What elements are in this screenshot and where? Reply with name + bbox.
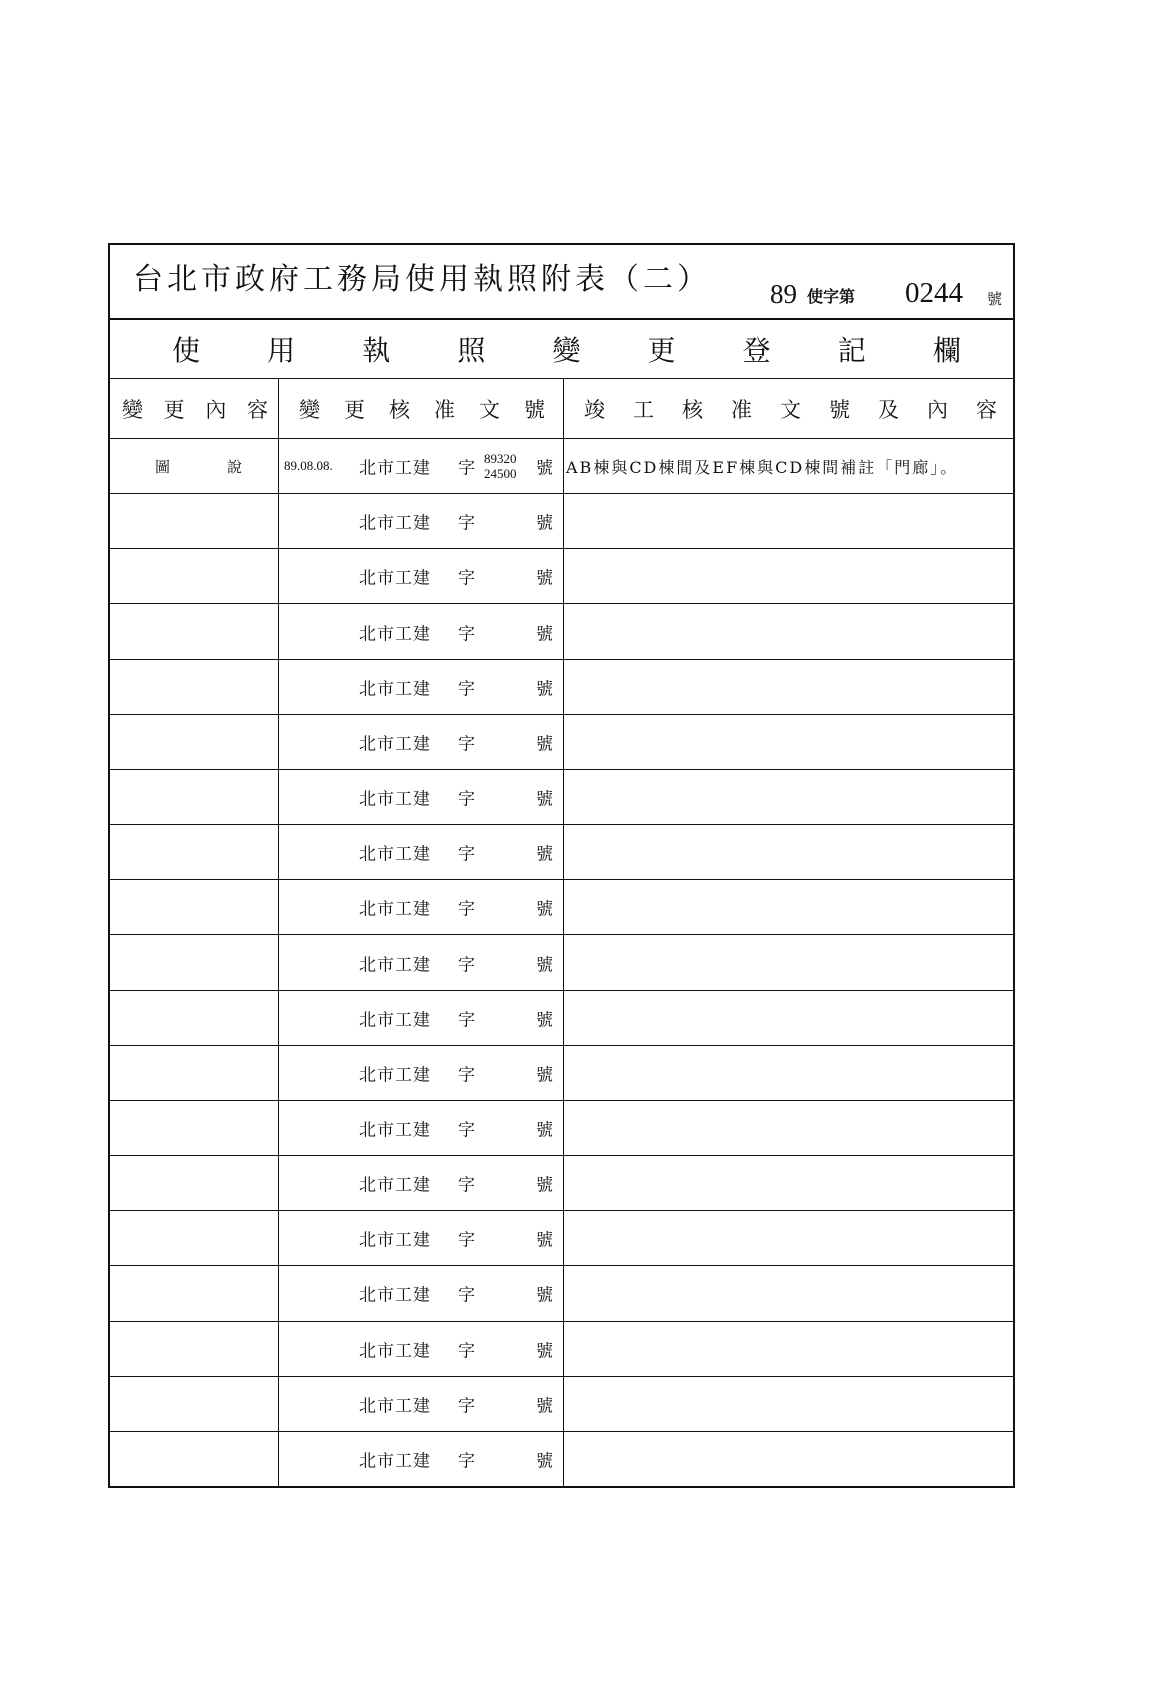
change-content — [110, 1377, 278, 1431]
completion-cell — [563, 1211, 1013, 1265]
change-content — [110, 1156, 278, 1210]
table-row — [110, 934, 1013, 989]
column-header-completion-approval — [563, 379, 1013, 438]
glyph: 號 — [829, 397, 850, 422]
change-content — [110, 1322, 278, 1376]
change-content — [110, 991, 278, 1045]
glyph: 更 — [344, 397, 365, 422]
approval-zi: 字 — [458, 1341, 475, 1362]
change-content — [110, 935, 278, 989]
glyph: 文 — [479, 397, 500, 422]
completion-cell — [563, 935, 1013, 989]
glyph: 內 — [205, 397, 227, 422]
form-table — [108, 243, 1015, 1488]
glyph: 執 — [362, 334, 391, 367]
change-content-cell — [110, 660, 278, 714]
approval-office: 北市工建 — [359, 1065, 431, 1086]
completion-cell — [563, 1101, 1013, 1155]
glyph: 變 — [122, 397, 143, 422]
approval-hao: 號 — [536, 1451, 553, 1472]
title-row — [110, 245, 1013, 318]
change-content — [110, 1211, 278, 1265]
completion-cell — [563, 1377, 1013, 1431]
table-row — [110, 548, 1013, 603]
approval-hao: 號 — [536, 1065, 553, 1086]
approval-office: 北市工建 — [359, 844, 431, 865]
approval-no-cell — [278, 549, 563, 603]
approval-hao: 號 — [536, 458, 553, 479]
column-header-change-content — [110, 379, 278, 438]
change-content — [110, 770, 278, 824]
completion-cell — [563, 439, 1013, 493]
approval-office: 北市工建 — [359, 679, 431, 700]
glyph: 及 — [878, 397, 899, 422]
approval-office: 北市工建 — [359, 899, 431, 920]
change-content-cell — [110, 991, 278, 1045]
table-row — [110, 879, 1013, 934]
glyph: 欄 — [932, 334, 961, 367]
form-title: 台北市政府工務局使用執照附表（二） — [133, 262, 711, 297]
change-content-cell — [110, 1046, 278, 1100]
approval-hao: 號 — [536, 1010, 553, 1031]
change-content-cell — [110, 1377, 278, 1431]
glyph: 容 — [246, 397, 268, 422]
completion-cell — [563, 1322, 1013, 1376]
approval-no-cell — [278, 439, 563, 493]
change-content-cell — [110, 880, 278, 934]
change-content — [110, 1101, 278, 1155]
approval-zi: 字 — [458, 1451, 475, 1472]
approval-hao: 號 — [536, 1341, 553, 1362]
glyph: 內 — [927, 397, 948, 422]
approval-no-cell — [278, 1322, 563, 1376]
approval-office: 北市工建 — [359, 458, 431, 479]
column-header-label — [110, 379, 278, 438]
approval-hao: 號 — [536, 568, 553, 589]
change-content — [110, 880, 278, 934]
approval-number — [484, 451, 517, 481]
change-content — [110, 604, 278, 658]
table-row — [110, 1376, 1013, 1431]
table-row — [110, 1210, 1013, 1265]
completion-cell — [563, 880, 1013, 934]
change-content-cell — [110, 549, 278, 603]
approval-number-top: 89320 — [484, 451, 517, 467]
glyph: 使 — [172, 334, 201, 367]
change-content-cell — [110, 1432, 278, 1486]
completion-cell — [563, 494, 1013, 548]
approval-date: 89.08.08. — [284, 458, 333, 474]
change-content-cell — [110, 439, 278, 493]
approval-zi: 字 — [458, 458, 475, 479]
approval-hao: 號 — [536, 1285, 553, 1306]
approval-hao: 號 — [536, 1396, 553, 1417]
glyph: 工 — [633, 397, 654, 422]
table-row — [110, 1155, 1013, 1210]
change-content-cell — [110, 935, 278, 989]
table-row — [110, 1100, 1013, 1155]
change-content-cell — [110, 494, 278, 548]
approval-no-cell — [278, 1211, 563, 1265]
approval-no-cell — [278, 1046, 563, 1100]
table-row — [110, 769, 1013, 824]
approval-hao: 號 — [536, 513, 553, 534]
glyph: 文 — [780, 397, 801, 422]
change-content — [110, 660, 278, 714]
column-header-label — [279, 379, 563, 438]
approval-no-cell — [278, 1101, 563, 1155]
glyph: 准 — [731, 397, 752, 422]
completion-cell — [563, 549, 1013, 603]
change-content — [110, 1046, 278, 1100]
approval-hao: 號 — [536, 1230, 553, 1251]
column-header-change-approval-no — [278, 379, 563, 438]
approval-zi: 字 — [458, 513, 475, 534]
glyph: 竣 — [584, 397, 605, 422]
approval-office: 北市工建 — [359, 1230, 431, 1251]
change-content-cell — [110, 825, 278, 879]
glyph: 照 — [457, 334, 486, 367]
approval-number-bottom: 24500 — [484, 466, 517, 482]
approval-no-cell — [278, 1377, 563, 1431]
approval-office: 北市工建 — [359, 789, 431, 810]
glyph: 變 — [552, 334, 581, 367]
approval-no-cell — [278, 494, 563, 548]
completion-cell — [563, 660, 1013, 714]
table-row — [110, 1431, 1013, 1486]
approval-office: 北市工建 — [359, 734, 431, 755]
change-content — [110, 494, 278, 548]
table-row — [110, 493, 1013, 548]
change-content-cell — [110, 1156, 278, 1210]
glyph: 准 — [434, 397, 455, 422]
approval-office: 北市工建 — [359, 568, 431, 589]
glyph: 記 — [837, 334, 866, 367]
table-row — [110, 603, 1013, 658]
completion-cell — [563, 604, 1013, 658]
license-suffix: 號 — [987, 290, 1003, 308]
approval-hao: 號 — [536, 1120, 553, 1141]
glyph: 用 — [267, 334, 296, 367]
change-content — [110, 549, 278, 603]
change-content-cell — [110, 1211, 278, 1265]
approval-no-cell — [278, 991, 563, 1045]
completion-cell — [563, 1046, 1013, 1100]
approval-office: 北市工建 — [359, 513, 431, 534]
approval-zi: 字 — [458, 844, 475, 865]
change-content-cell — [110, 1322, 278, 1376]
completion-cell — [563, 715, 1013, 769]
completion-cell — [563, 1156, 1013, 1210]
change-content — [110, 1266, 278, 1320]
approval-zi: 字 — [458, 1230, 475, 1251]
approval-zi: 字 — [458, 734, 475, 755]
approval-zi: 字 — [458, 955, 475, 976]
approval-zi: 字 — [458, 679, 475, 700]
approval-zi: 字 — [458, 568, 475, 589]
glyph: 變 — [299, 397, 320, 422]
change-content-cell — [110, 1101, 278, 1155]
change-content — [110, 715, 278, 769]
table-row — [110, 824, 1013, 879]
approval-zi: 字 — [458, 899, 475, 920]
approval-zi: 字 — [458, 624, 475, 645]
approval-office: 北市工建 — [359, 1451, 431, 1472]
change-content-cell — [110, 604, 278, 658]
license-type: 使字第 — [807, 287, 856, 306]
glyph: 核 — [389, 397, 410, 422]
approval-no-cell — [278, 935, 563, 989]
change-content-cell — [110, 715, 278, 769]
approval-hao: 號 — [536, 679, 553, 700]
table-row — [110, 714, 1013, 769]
approval-office: 北市工建 — [359, 1120, 431, 1141]
approval-zi: 字 — [458, 1065, 475, 1086]
approval-hao: 號 — [536, 624, 553, 645]
table-row — [110, 1265, 1013, 1320]
license-serial: 0244 — [905, 277, 963, 309]
approval-zi: 字 — [458, 789, 475, 810]
column-header-label — [564, 379, 1013, 438]
approval-office: 北市工建 — [359, 1285, 431, 1306]
completion-cell — [563, 1432, 1013, 1486]
completion-text: AB棟與CD棟間及EF棟與CD棟間補註「門廊」。 — [566, 457, 959, 477]
approval-office: 北市工建 — [359, 955, 431, 976]
section-row — [110, 318, 1013, 378]
approval-office: 北市工建 — [359, 1341, 431, 1362]
approval-hao: 號 — [536, 734, 553, 755]
glyph: 號 — [524, 397, 545, 422]
glyph: 圖 — [155, 457, 171, 476]
change-content — [110, 1432, 278, 1486]
table-row — [110, 438, 1013, 493]
approval-zi: 字 — [458, 1175, 475, 1196]
glyph: 說 — [226, 457, 242, 476]
approval-no-cell — [278, 1156, 563, 1210]
glyph: 更 — [647, 334, 676, 367]
approval-no-cell — [278, 1432, 563, 1486]
glyph: 核 — [682, 397, 703, 422]
approval-no-cell — [278, 1266, 563, 1320]
glyph: 容 — [976, 397, 997, 422]
approval-zi: 字 — [458, 1396, 475, 1417]
license-year: 89 — [770, 279, 797, 309]
approval-hao: 號 — [536, 844, 553, 865]
approval-no-cell — [278, 880, 563, 934]
completion-cell — [563, 1266, 1013, 1320]
approval-hao: 號 — [536, 789, 553, 810]
table-row — [110, 990, 1013, 1045]
approval-no-cell — [278, 660, 563, 714]
approval-no-cell — [278, 770, 563, 824]
glyph: 更 — [163, 397, 185, 422]
approval-office: 北市工建 — [359, 624, 431, 645]
table-row — [110, 1321, 1013, 1376]
approval-office: 北市工建 — [359, 1396, 431, 1417]
glyph: 登 — [742, 334, 771, 367]
approval-no-cell — [278, 715, 563, 769]
column-header-row — [110, 378, 1013, 438]
change-content-cell — [110, 1266, 278, 1320]
change-content — [110, 439, 278, 493]
table-row — [110, 659, 1013, 714]
approval-hao: 號 — [536, 1175, 553, 1196]
change-content-cell — [110, 770, 278, 824]
completion-cell — [563, 991, 1013, 1045]
approval-hao: 號 — [536, 899, 553, 920]
approval-office: 北市工建 — [359, 1175, 431, 1196]
approval-no-cell — [278, 604, 563, 658]
approval-office: 北市工建 — [359, 1010, 431, 1031]
change-content — [110, 825, 278, 879]
section-title — [110, 320, 1013, 378]
approval-zi: 字 — [458, 1285, 475, 1306]
approval-no-cell — [278, 825, 563, 879]
approval-zi: 字 — [458, 1120, 475, 1141]
approval-hao: 號 — [536, 955, 553, 976]
completion-cell — [563, 825, 1013, 879]
approval-zi: 字 — [458, 1010, 475, 1031]
table-row — [110, 1045, 1013, 1100]
completion-cell — [563, 770, 1013, 824]
